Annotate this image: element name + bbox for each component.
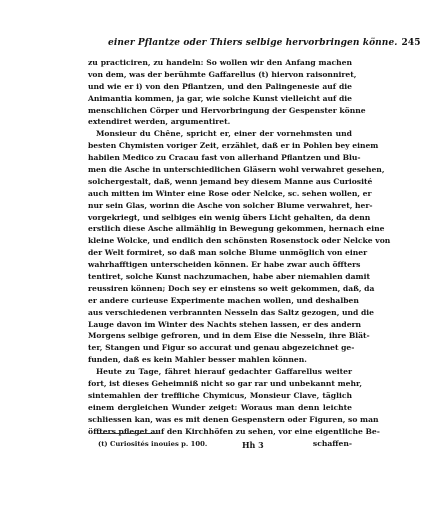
footnote-divider <box>98 433 158 434</box>
text-line: der Welt formiret, so daß man solche Blume unmöglich von einer <box>88 248 368 258</box>
text-line: Monsieur du Chêne, spricht er, einer der vornehmsten und <box>96 129 352 139</box>
text-line: zu practiciren, zu handeln: So wollen wir den Anfang machen <box>88 58 352 67</box>
text-line: einem dergleichen Wunder zeiget: Woraus man denn leichte <box>88 402 352 412</box>
text-line: vorgekriegt, und selbiges ein wenig übers Licht gehalten, da denn <box>88 212 371 222</box>
text-line: ter, Stangen und Figur so accurat und genau abgezeichnet ge- <box>88 343 355 353</box>
text-line: men die Asche in unterschiedlichen Gläsern wohl verwahret gesehen, <box>88 165 385 175</box>
text-line: tentiret, solche Kunst nachzumachen, habe aber niemahlen damit <box>88 272 370 282</box>
catchword: schaffen- <box>312 438 352 448</box>
text-line: er andere curieuse Experimente machen wollen, und deshalben <box>88 295 359 305</box>
text-line: Lauge davon im Winter des Nachts stehen lassen, er des andern <box>88 319 362 329</box>
text-line: reussiren können; Doch sey er einstens so weit gekommen, daß, da <box>88 283 375 293</box>
page-number: 245 <box>401 38 421 48</box>
text-line: auch mitten im Winter eine Rose oder Nelcke, sc. sehen wollen, er <box>88 188 372 198</box>
text-line: schliessen kan, was es mit denen Gespenstern oder Figuren, so man <box>88 414 379 424</box>
text-line: besten Chymisten voriger Zeit, erzählet, daß er in Pohlen bey einem <box>88 141 379 151</box>
text-line: habilen Medico zu Cracau fast von allerhand Pflantzen und Blu- <box>88 153 361 163</box>
text-line: Animantia kommen, ja gar, wie solche Kunst vielleicht auf die <box>88 93 352 103</box>
text-line: öffters pfleget auf den Kirchhöfen zu sehen, vor eine eigentliche Be- <box>88 426 380 436</box>
text-line: sintemahlen der treffliche Chymicus, Monsieur Clave, täglich <box>88 390 352 400</box>
text-line: menschlichen Cörper und Hervorbringung der Gespenster könne <box>88 105 366 115</box>
text-line: Morgens selbige gefroren, und in dem Eise die Nesseln, ihre Blät- <box>88 331 370 341</box>
signature-mark: Hh 3 <box>242 440 264 450</box>
body-text <box>88 57 391 449</box>
running-head <box>108 38 421 52</box>
text-line: extendiret werden, argumentiret. <box>88 117 231 127</box>
text-line: Heute zu Tage, fähret hierauf gedachter Gaffarellus weiter <box>96 367 352 377</box>
text-line: von dem, was der berühmte Gaffarellus (t) hiervon raisonniret, <box>88 69 357 79</box>
text-line: kleine Wolcke, und endlich den schönsten Rosenstock oder Nelcke von <box>88 236 391 246</box>
text-line: erstlich diese Asche allmählig in Bewegung gekommen, hernach eine <box>88 224 385 234</box>
text-line: aus verschiedenen verbrannten Nesseln das Saltz gezogen, und die <box>88 307 375 317</box>
text-line: nur sein Glas, worinn die Asche von solcher Blume verwahret, her- <box>88 200 373 210</box>
footnote: (t) Curiosités inouies p. 100. <box>98 440 208 448</box>
text-line: fort, ist dieses Geheimniß nicht so gar rar und unbekannt mehr, <box>88 379 363 389</box>
text-line: funden, daß es kein Mahler besser mahlen können. <box>88 355 307 365</box>
text-line: und wie er i) von den Pflantzen, und den Palingenesie auf die <box>88 81 352 91</box>
running-head-title: einer Pflantze oder Thiers selbige hervorbringen könne. <box>108 38 398 48</box>
text-line: wahrhafftigen unterscheiden können. Er habe zwar auch öffters <box>88 260 361 270</box>
text-line: solchergestalt, daß, wenn jemand bey diesem Manne aus Curiosité <box>88 176 373 186</box>
